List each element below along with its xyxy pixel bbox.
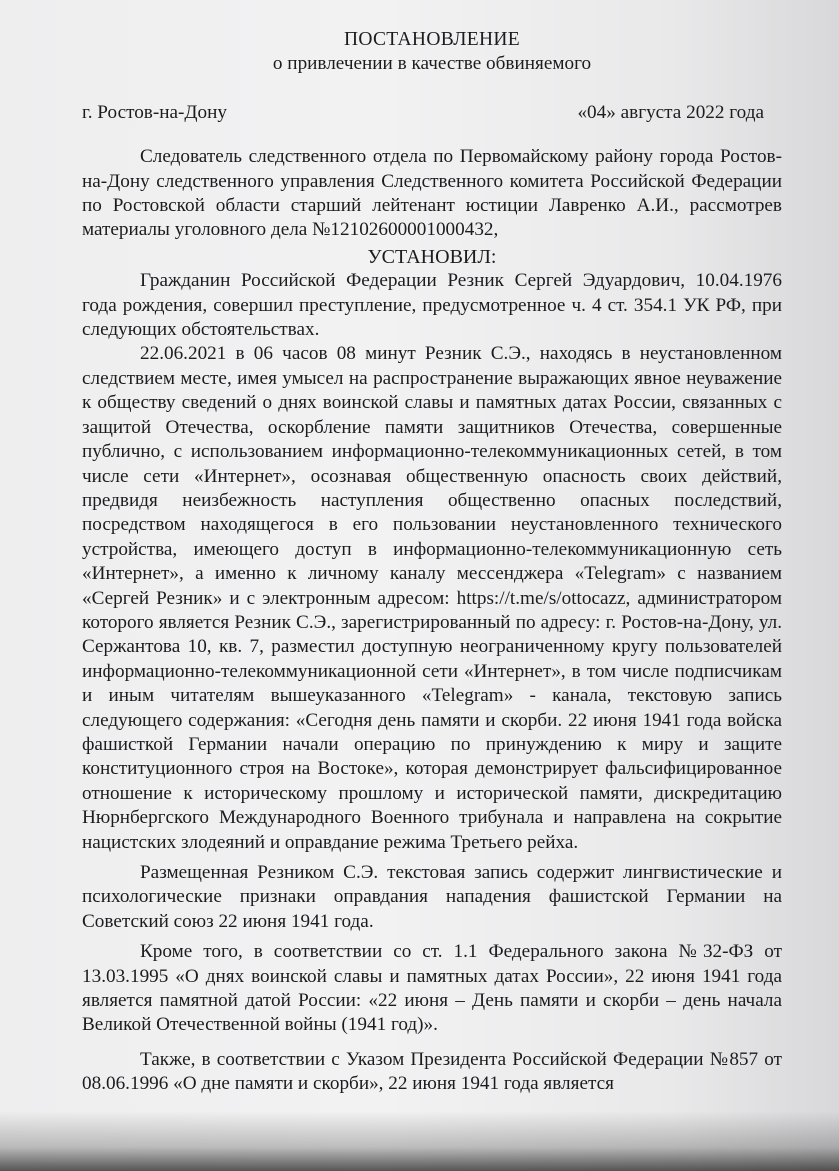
document-subtitle: о привлечении в качестве обвиняемого: [272, 53, 592, 75]
intro-paragraph: Следователь следственного отдела по Первомайскому району города Ростов-на-Дону следственного управления Следственного комитета Российской Федерации по Ростовской области старший лейтенант юстиции Лавренко А.И., рассмотрев материалы уголовного дела №12102600001000432,: [82, 146, 782, 241]
established-heading: УСТАНОВИЛ:: [367, 245, 497, 268]
document-place: г. Ростов-на-Дону: [82, 101, 227, 123]
body-paragraph: 22.06.2021 в 06 часов 08 минут Резник С.Э., находясь в неустановленном следствием месте, имея умысел на распространение выражающих явное неуважение к обществу сведений о днях воинской славы и памятных датах России, связанных с защитой Отечества, оскорбление памяти защитников Отечества, совершенные публично, с использованием информационно-телекоммуникационных сетей, в том числе сети «Интернет», осознавая общественную опасность своих действий, предвидя неизбежность наступления общественно опасных последствий, посредством находящегося в его пользовании неустановленного технического устройства, имеющего доступ в информационно-телекоммуникационную сеть «Интернет», а именно к личному каналу мессенджера «Telegram» с названием «Сергей Резник» и с электронным адресом: https://t.me/s/ottocazz, администратором которого является Резник С.Э., зарегистрированный по адресу: г. Ростов-на-Дону, ул. Сержантова 10, кв. 7, разместил доступную неограниченному кругу пользователей информационно-телекоммуникационной сети «Интернет», в том числе подписчикам и иным читателям вышеуказанного «Telegram» - канала, текстовую запись следующего содержания: «Сегодня день памяти и скорби. 22 июня 1941 года войска фашисткой Германии начали операцию по принуждению к миру и защите конституционного строя на Востоке», которая демонстрирует фальсифицированное отношение к историческому прошлому и исторической памяти, дискредитацию Нюрнбергского Международного Военного трибунала и направлена на сокрытие нацистских злодеяний и оправдание режима Третьего рейха.: [82, 343, 782, 853]
body-paragraph: Кроме того, в соответствии со ст. 1.1 Федерального закона №32-ФЗ от 13.03.1995 «О днях воинской славы и памятных датах России», 22 июня 1941 года является памятной датой России: «22 июня – День памяти и скорби – день начала Великой Отечественной войны (1941 год)».: [82, 941, 782, 1036]
body-paragraph: Гражданин Российской Федерации Резник Сергей Эдуардович, 10.04.1976 года рождения, совершил преступление, предусмотренное ч. 4 ст. 354.1 УК РФ, при следующих обстоятельствах.: [82, 270, 782, 341]
body-paragraph: Также, в соответствии с Указом Президента Российской Федерации №857 от 08.06.1996 «О дне памяти и скорби», 22 июня 1941 года является: [82, 1048, 782, 1095]
document-date: «04» августа 2022 года: [577, 101, 764, 123]
place-date-row: [82, 101, 782, 125]
document-body: [82, 24, 782, 1097]
body-paragraph: Размещенная Резником С.Э. текстовая запись содержит лингвистические и психологические признаки оправдания нападения фашистской Германии на Советский союз 22 июня 1941 года.: [82, 862, 782, 932]
document-title: ПОСТАНОВЛЕНИЕ: [344, 29, 520, 50]
